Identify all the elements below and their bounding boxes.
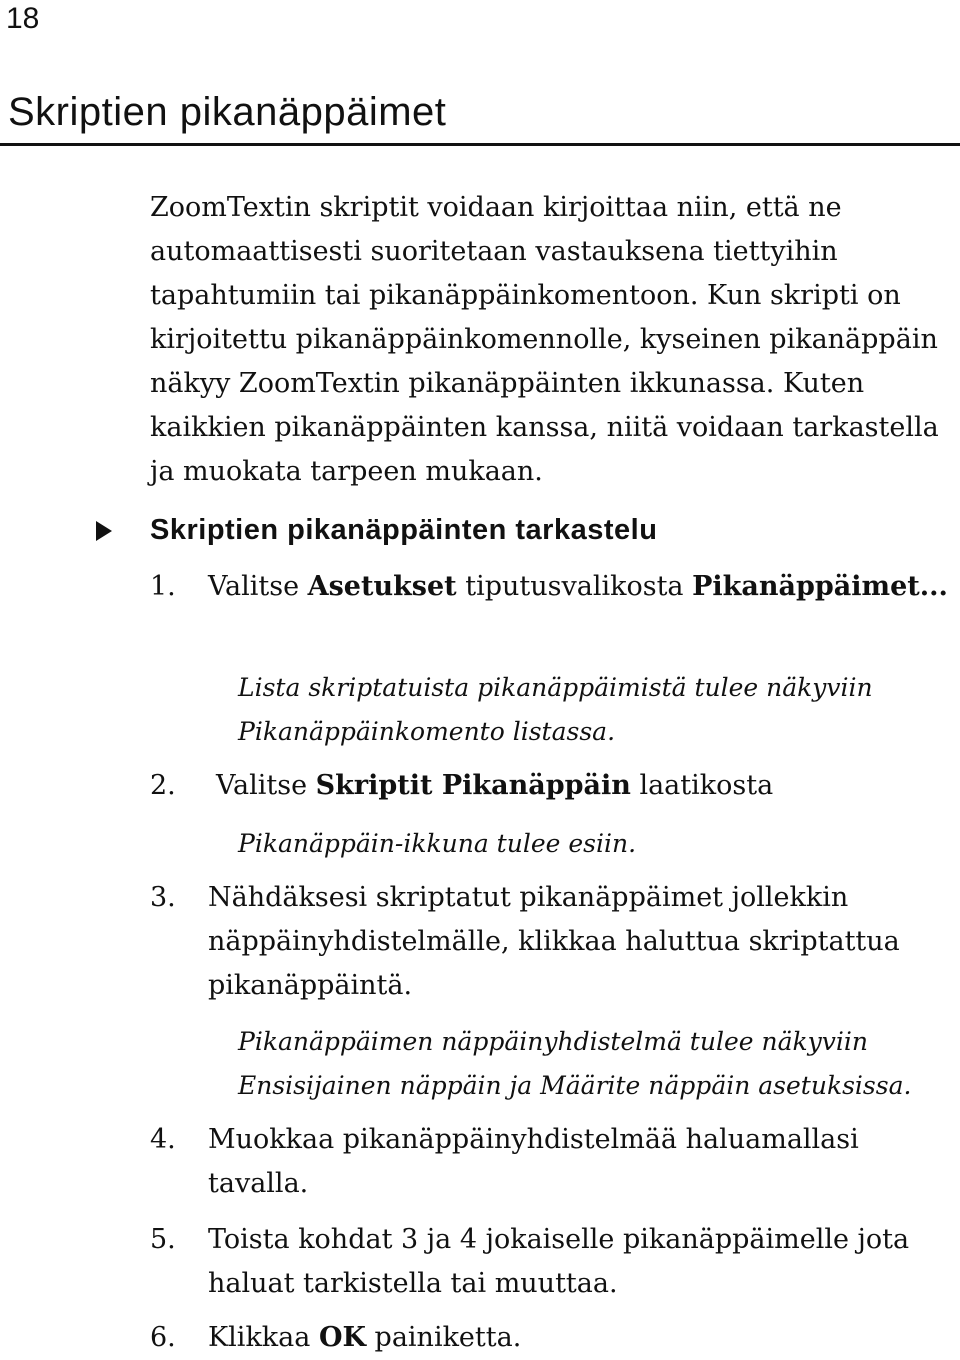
step-number: 5. [150,1224,176,1255]
menu-name-asetukset: Asetukset [307,571,457,602]
page-number: 18 [6,2,40,35]
step-1-result: Lista skriptatuista pikanäppäimistä tulee näkyviin Pikanäppäinkomento listassa. [238,673,873,746]
page-title: Skriptien pikanäppäimet [8,90,447,134]
step-number: 1. [150,571,176,602]
step-text: Valitse Asetukset tiputusvalikosta Pikanäppäimet... [208,571,948,602]
menu-item-pikanappaimet: Pikanäppäimet... [692,571,948,602]
step-text: Valitse Skriptit Pikanäppäin laatikosta [216,770,774,801]
step-text: Toista kohdat 3 ja 4 jokaiselle pikanäppäimelle jota haluat tarkistella tai muuttaa. [208,1224,910,1299]
step-1 [150,565,950,609]
step-2 [150,764,950,808]
play-triangle-icon [96,521,112,541]
step-text: Nähdäksesi skriptatut pikanäppäimet jollekkin näppäinyhdistelmälle, klikkaa haluttua skriptattua pikanäppäintä. [208,882,900,1001]
button-name-skriptit-pikanappain: Skriptit Pikanäppäin [315,770,631,801]
step-number: 6. [150,1322,176,1353]
step-5 [150,1218,950,1306]
step-text: Klikkaa OK painiketta. [208,1322,522,1353]
intro-paragraph: ZoomTextin skriptit voidaan kirjoittaa niin, että ne automaattisesti suoritetaan vastauksena tiettyihin tapahtumiin tai pikanäppäinkomentoon. Kun skripti on kirjoitettu pikanäppäinkomennolle, kyseinen pikanäppäin näkyy ZoomTextin pikanäppäinten ikkunassa. Kuten kaikkien pikanäppäinten kanssa, niitä voidaan tarkastella ja muokata tarpeen mukaan. [150,192,939,487]
step-2-result: Pikanäppäin-ikkuna tulee esiin. [238,829,637,858]
title-underline [0,143,960,146]
procedure-heading-label: Skriptien pikanäppäinten tarkastelu [150,514,658,546]
step-number: 3. [150,882,176,913]
step-number: 4. [150,1124,176,1155]
step-6 [150,1316,950,1360]
step-3-result: Pikanäppäimen näppäinyhdistelmä tulee näkyviin Ensisijainen näppäin ja Määrite näppäin asetuksissa. [238,1027,912,1100]
step-number: 2. [150,770,176,801]
step-text: Muokkaa pikanäppäinyhdistelmää haluamallasi tavalla. [208,1124,859,1199]
step-3 [150,876,950,1008]
button-name-ok: OK [318,1322,366,1353]
procedure-heading [96,514,956,547]
step-4 [150,1118,950,1206]
